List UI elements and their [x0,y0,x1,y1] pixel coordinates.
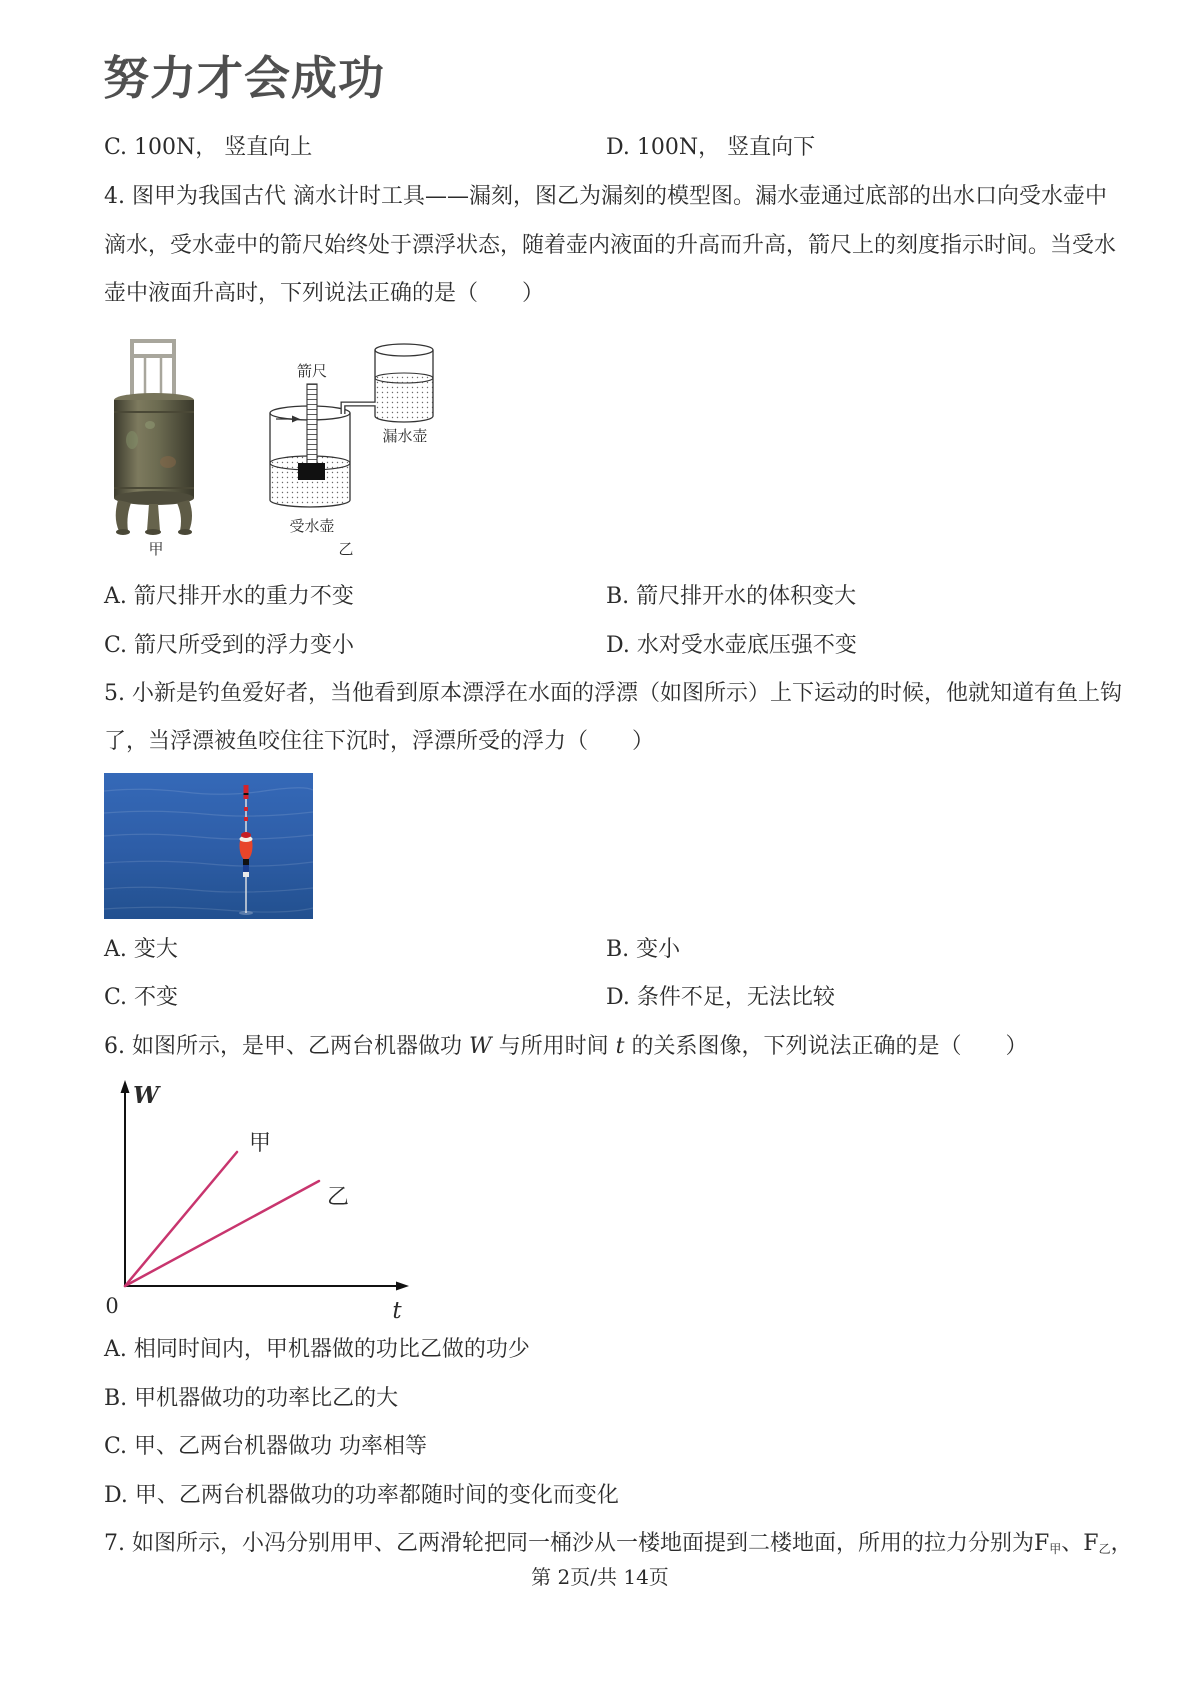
q4-option-a: A. 箭尺排开水的重力不变 [104,584,354,609]
q4-figure-yi-model-diagram [255,330,455,565]
q5-fishing-float-photo [104,773,313,919]
rise-arrow-icon [276,416,300,423]
x-axis-arrow-icon [396,1282,409,1291]
figure-jia-label: 甲 [148,540,164,558]
q7-subscript-yi: 乙 [1098,1542,1111,1556]
y-axis-label: W [133,1082,159,1109]
float-block [298,463,325,480]
q6-stem-var-w: W [468,1034,492,1059]
receiving-pot-label: 受水壶 [289,517,335,535]
arrow-ruler-label: 箭尺 [296,362,328,380]
q3-option-d: D. 100N， 竖直向下 [606,135,816,160]
q6-option-d: D. 甲、乙两台机器做功的功率都随时间的变化而变化 [104,1483,619,1508]
series-yi-label: 乙 [326,1185,350,1210]
q7-separator: 、 [1061,1531,1084,1556]
q6-option-b: B. 甲机器做功的功率比乙的大 [104,1386,399,1411]
q5-option-a: A. 变大 [104,937,178,962]
q5-option-b: B. 变小 [606,937,681,962]
q7-force-symbol-jia: F [1034,1531,1050,1556]
page-number-footer: 第 2页/共 14页 [531,1565,669,1589]
q4-stem-line-1: 4. 图甲为我国古代 滴水计时工具——漏刻，图乙为漏刻的模型图。漏水壶通过底部的出水口向受水壶中 [104,184,1107,209]
q6-work-time-graph [95,1075,425,1325]
leak-pot-label: 漏水壶 [382,427,428,445]
vessel-handle-frame [132,341,174,399]
q5-option-c: C. 不变 [104,985,179,1010]
q4-stem-line-3: 壶中液面升高时，下列说法正确的是（ ） [104,281,545,306]
origin-label: 0 [105,1294,119,1318]
q6-stem-prefix: 6. 如图所示，是甲、乙两台机器做功 [104,1034,469,1059]
leak-pot [375,344,433,422]
q5-stem-line-1: 5. 小新是钓鱼爱好者，当他看到原本漂浮在水面的浮漂（如图所示）上下运动的时候，他就知道有鱼上钩 [104,681,1122,706]
outlet-pipe [343,404,376,415]
q7-force-symbol-yi: F [1083,1531,1099,1556]
q6-stem [104,1032,1027,1062]
q5-option-d: D. 条件不足，无法比较 [606,985,835,1010]
q4-option-d: D. 水对受水壶底压强不变 [606,633,857,658]
q6-stem-var-t: t [615,1034,625,1059]
q3-option-c: C. 100N， 竖直向上 [104,135,313,160]
q7-stem-end: ， [1110,1531,1133,1556]
x-axis-label: t [392,1298,402,1324]
q4-option-c: C. 箭尺所受到的浮力变小 [104,633,355,658]
q7-stem [104,1529,1133,1559]
q4-stem-line-2: 滴水，受水壶中的箭尺始终处于漂浮状态，随着壶内液面的升高而升高，箭尺上的刻度指示时间。当受水 [104,233,1117,258]
q5-stem-line-2: 了，当浮漂被鱼咬住往下沉时，浮漂所受的浮力（ ） [104,729,655,754]
q4-figure-jia-vessel-photo [105,335,205,560]
page-header-title: 努力才会成功 [103,51,385,105]
q7-stem-text: 7. 如图所示，小冯分别用甲、乙两滑轮把同一桶沙从一楼地面提到二楼地面，所用的拉力分别为 [104,1531,1034,1556]
y-axis-arrow-icon [121,1080,130,1093]
q6-stem-suffix: 的关系图像，下列说法正确的是（ ） [624,1034,1028,1059]
series-yi-line [125,1181,319,1286]
q6-option-a: A. 相同时间内，甲机器做的功比乙做的功少 [104,1337,530,1362]
series-jia-label: 甲 [248,1131,272,1156]
figure-yi-label: 乙 [338,540,354,558]
q6-stem-middle: 与所用时间 [491,1034,616,1059]
series-jia-line [125,1152,237,1286]
arrow-ruler [307,384,317,466]
q7-subscript-jia: 甲 [1049,1542,1062,1556]
q4-option-b: B. 箭尺排开水的体积变大 [606,584,857,609]
q6-option-c: C. 甲、乙两台机器做功 功率相等 [104,1434,428,1459]
